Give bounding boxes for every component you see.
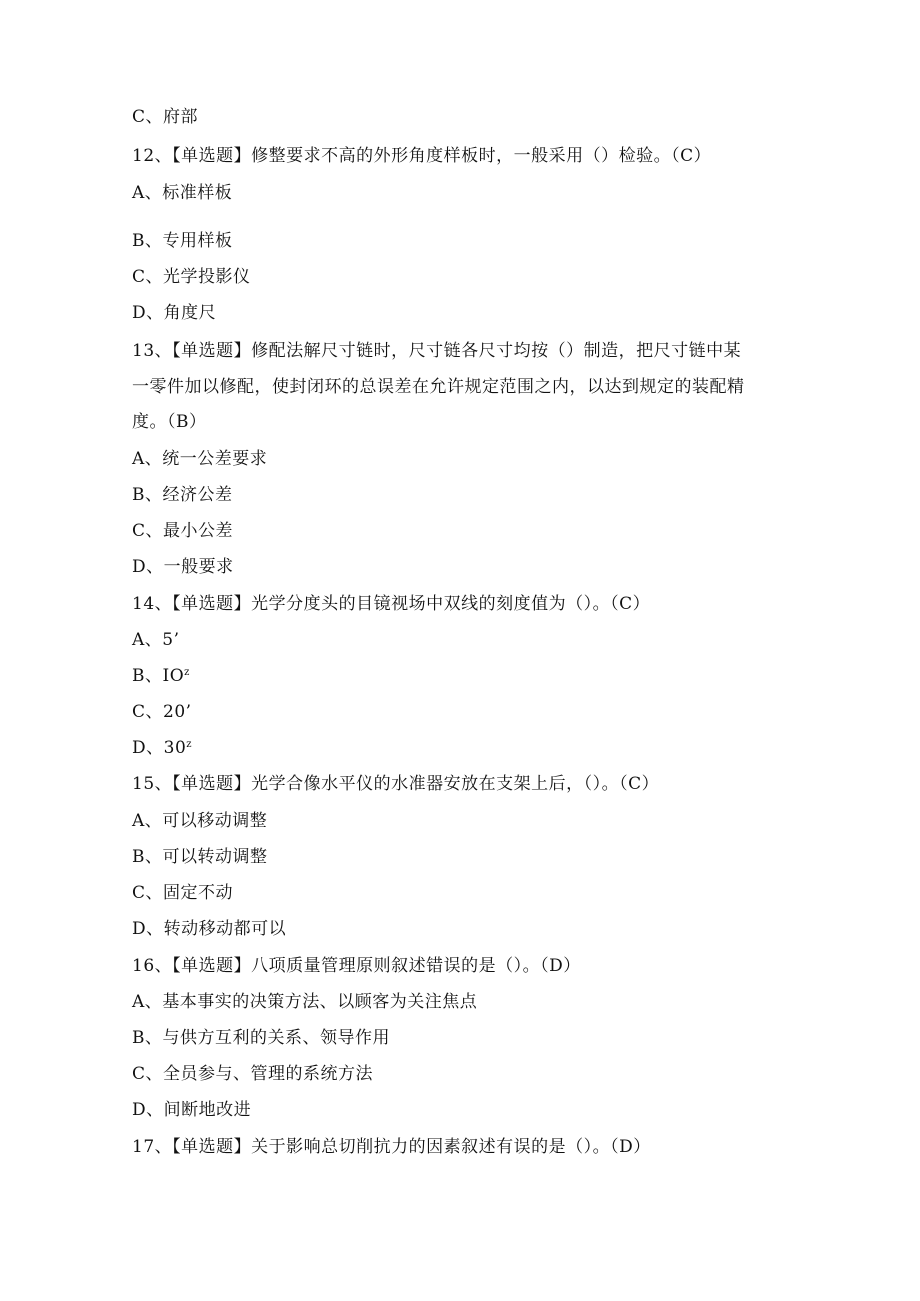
option-a-q15: A、可以移动调整 xyxy=(132,811,268,831)
question-13-line-3: 度。（B） xyxy=(132,412,207,432)
question-17: 17、【单选题】关于影响总切削抗力的因素叙述有误的是（）。（D） xyxy=(132,1137,651,1157)
question-13-line-1: 13、【单选题】修配法解尺寸链时，尺寸链各尺寸均按（）制造，把尺寸链中某 xyxy=(132,341,742,361)
option-b-q14-superscript: z xyxy=(184,667,190,678)
option-d-q13: D、一般要求 xyxy=(132,557,234,577)
question-16: 16、【单选题】八项质量管理原则叙述错误的是（）。（D） xyxy=(132,956,581,976)
option-b-q12: B、专用样板 xyxy=(132,231,233,251)
option-c-q16: C、全员参与、管理的系统方法 xyxy=(132,1064,374,1084)
option-d-q14 xyxy=(132,737,192,759)
option-d-q14-text: D、30 xyxy=(132,738,187,758)
question-12: 12、【单选题】修整要求不高的外形角度样板时，一般采用（）检验。（C） xyxy=(132,146,712,166)
option-b-q14-text: B、IO xyxy=(132,666,185,686)
option-d-q14-superscript: z xyxy=(186,739,193,750)
option-c-q13: C、最小公差 xyxy=(132,521,234,541)
question-15: 15、【单选题】光学合像水平仪的水准器安放在支架上后，（）。（C） xyxy=(132,774,660,794)
question-14: 14、【单选题】光学分度头的目镜视场中双线的刻度值为（）。（C） xyxy=(132,594,651,614)
option-c-q14: C、20’ xyxy=(132,702,192,722)
option-c-q12: C、光学投影仪 xyxy=(132,267,251,287)
option-a-q13: A、统一公差要求 xyxy=(132,449,268,469)
option-a-q12: A、标准样板 xyxy=(132,183,233,203)
option-a-q14: A、5’ xyxy=(132,630,180,650)
option-b-q14 xyxy=(132,665,190,687)
option-b-q16: B、与供方互利的关系、领导作用 xyxy=(132,1028,390,1048)
option-c-q11: C、府部 xyxy=(132,107,199,127)
option-c-q15: C、固定不动 xyxy=(132,883,234,903)
option-a-q16: A、基本事实的决策方法、以顾客为关注焦点 xyxy=(132,992,478,1012)
question-13-line-2: 一零件加以修配，使封闭环的总误差在允许规定范围之内，以达到规定的装配精 xyxy=(132,377,745,397)
option-b-q13: B、经济公差 xyxy=(132,485,233,505)
option-d-q16: D、间断地改进 xyxy=(132,1100,252,1120)
option-d-q12: D、角度尺 xyxy=(132,303,217,323)
option-b-q15: B、可以转动调整 xyxy=(132,847,268,867)
option-d-q15: D、转动移动都可以 xyxy=(132,919,287,939)
